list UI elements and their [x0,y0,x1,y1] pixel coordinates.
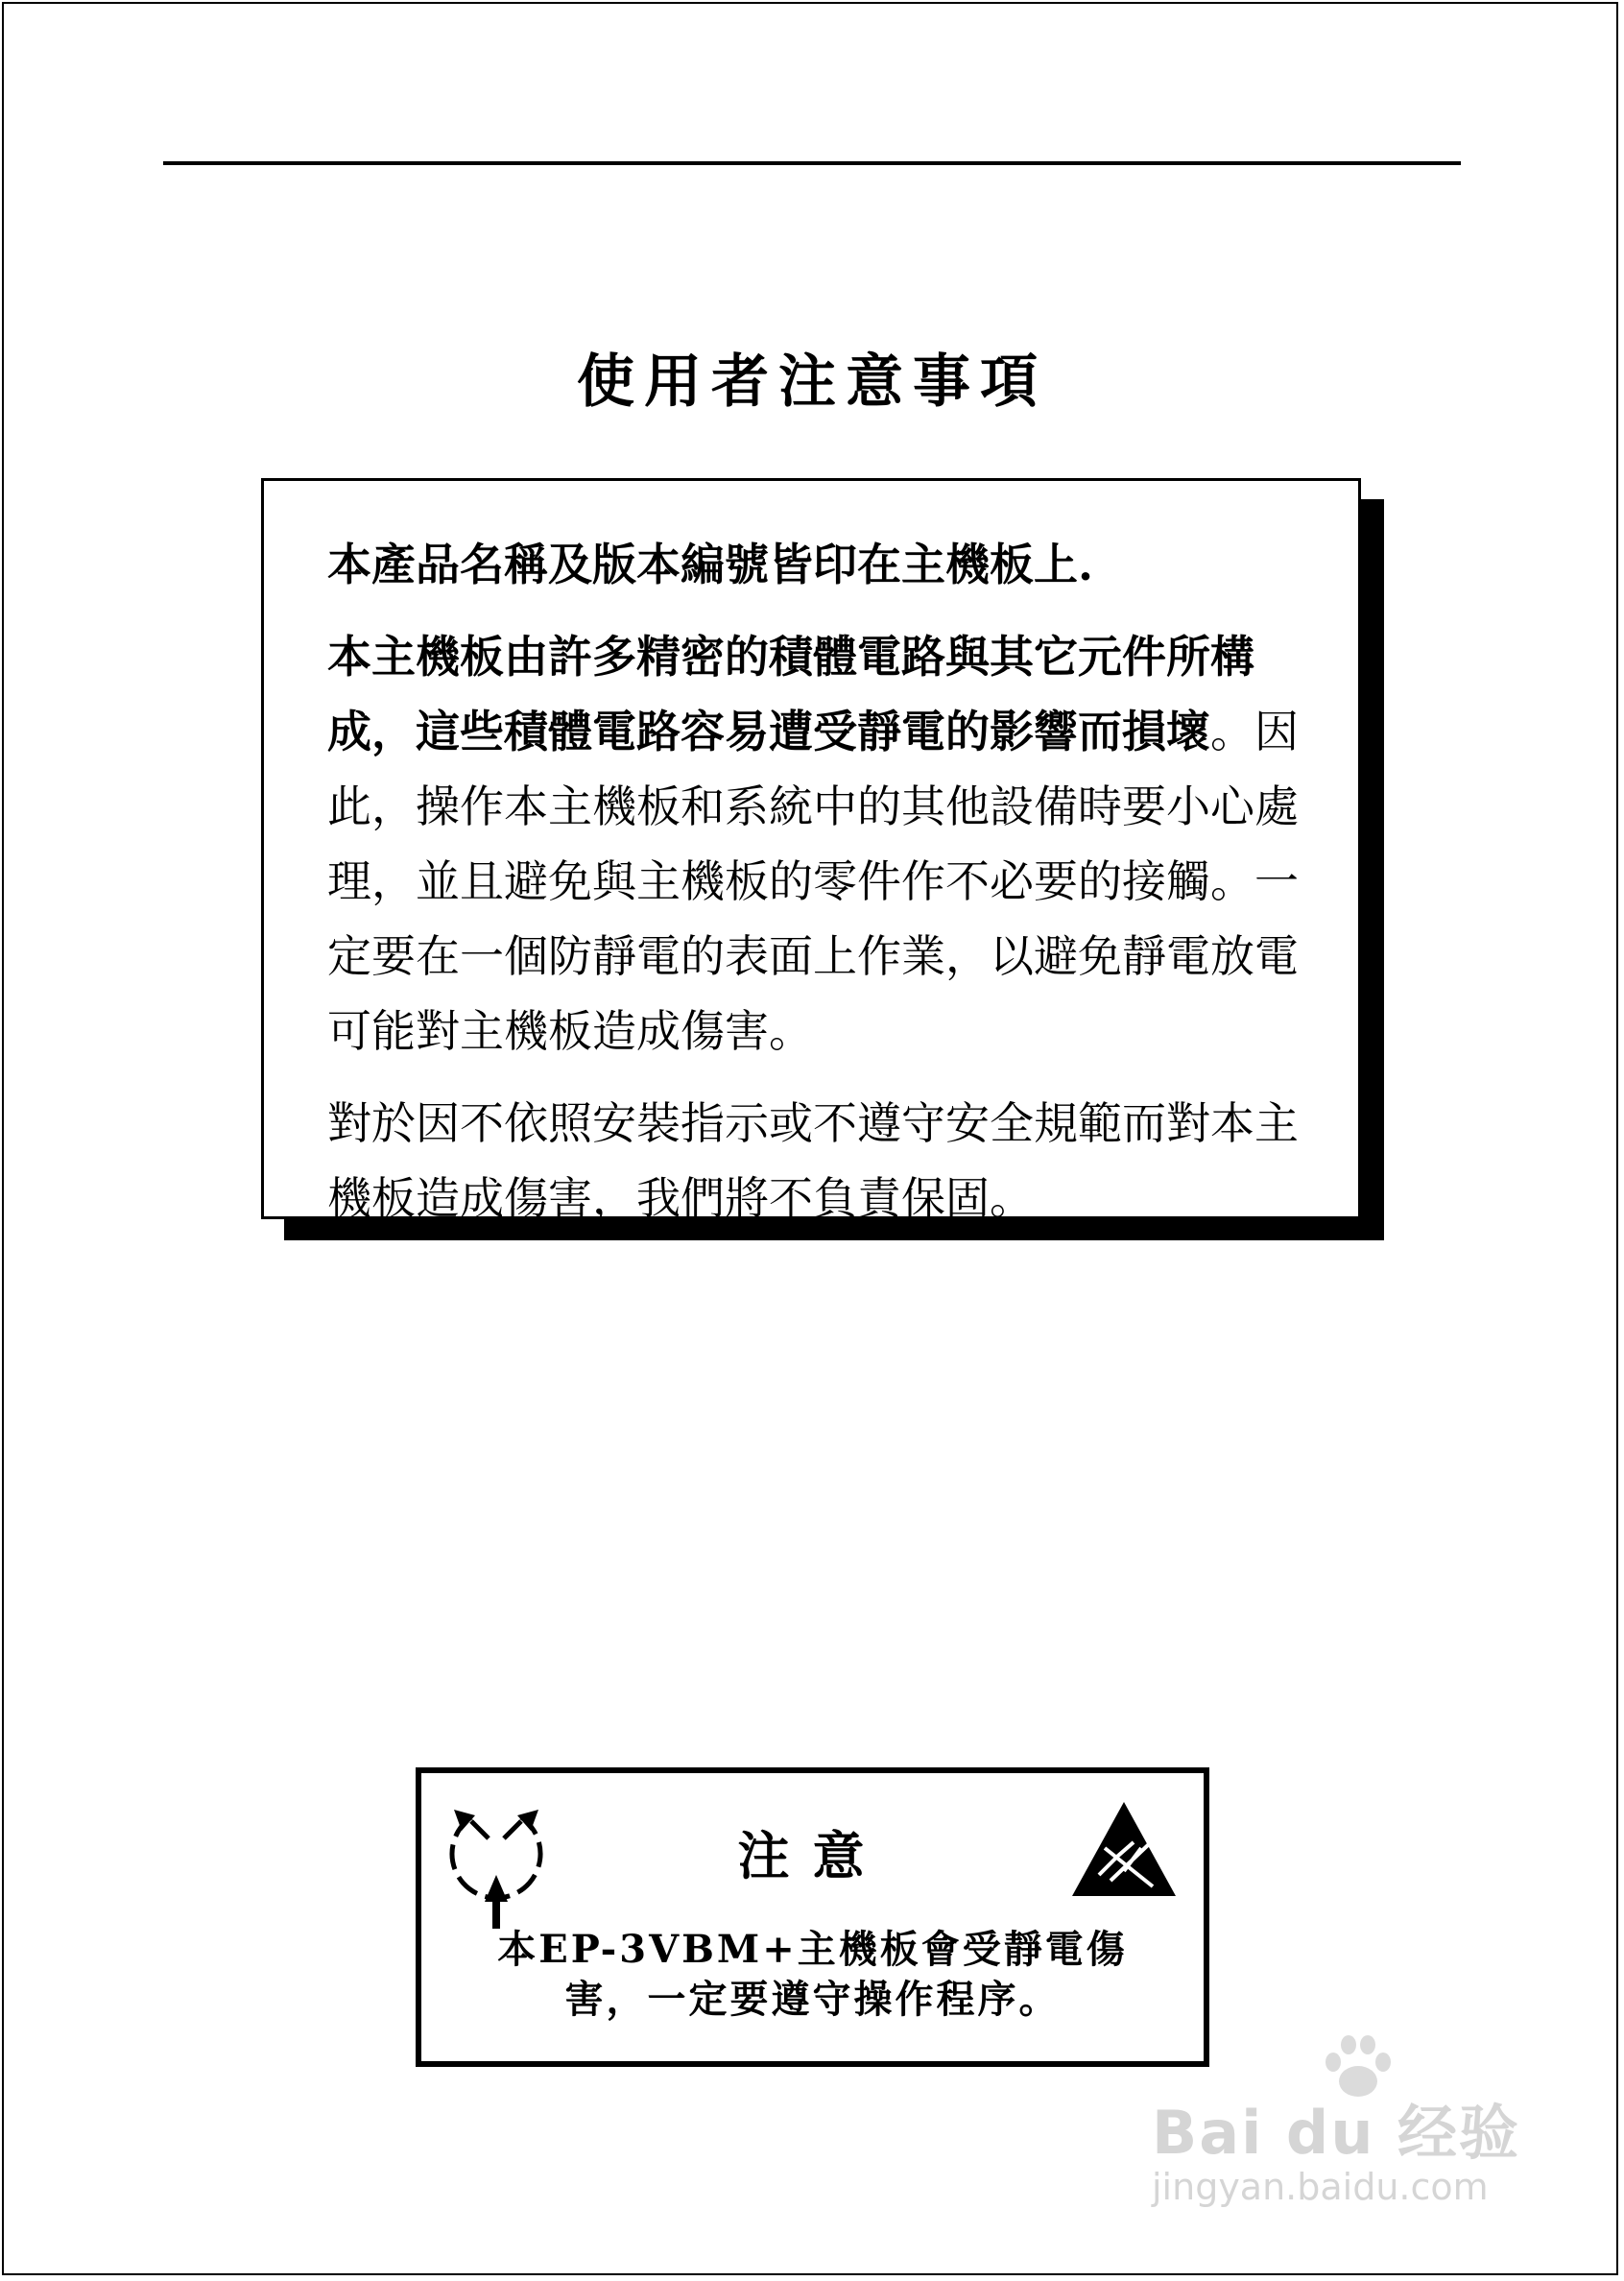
caution-box [416,1767,1209,2067]
notice-paragraph-static [327,619,1306,1068]
watermark-brand: Bai du 经验 [1152,2098,1521,2168]
esd-warning-triangle-icon [1070,1800,1178,1900]
header-rule [163,161,1461,165]
notice-static-warning-rest: 。因此，操作本主機板和系統中的其他設備時要小心處理，並且避免與主機板的零件作不必要的接觸。一定要在一個防靜電的表面上作業，以避免靜電放電可能對主機板造成傷害。 [327,706,1299,1057]
notice-paragraph-warranty: 對於因不依照安裝指示或不遵守安全規範而對本主機板造成傷害，我們將不負責保固。 [327,1097,1299,1224]
caution-title: 注意 [737,1825,888,1886]
caution-line-1: 本EP-3VBM+主機板會受靜電傷 [497,1927,1128,1972]
page-title: 使用者注意事項 [577,348,1047,416]
notice-paragraph-product-name: 本產品名稱及版本編號皆印在主機板上. [327,539,1094,590]
caution-text [421,1925,1204,2025]
baidu-watermark [1152,2026,1536,2218]
watermark-url: jingyan.baidu.com [1152,2166,1489,2208]
notice-static-warning-bold: 本主機板由許多精密的積體電路與其它元件所構成，這些積體電路容易遭受靜電的影響而損壞 [327,631,1254,757]
notice-text [327,527,1306,1253]
notice-box [261,478,1361,1224]
caution-line-2: 害，一定要遵守操作程序。 [564,1977,1061,2022]
